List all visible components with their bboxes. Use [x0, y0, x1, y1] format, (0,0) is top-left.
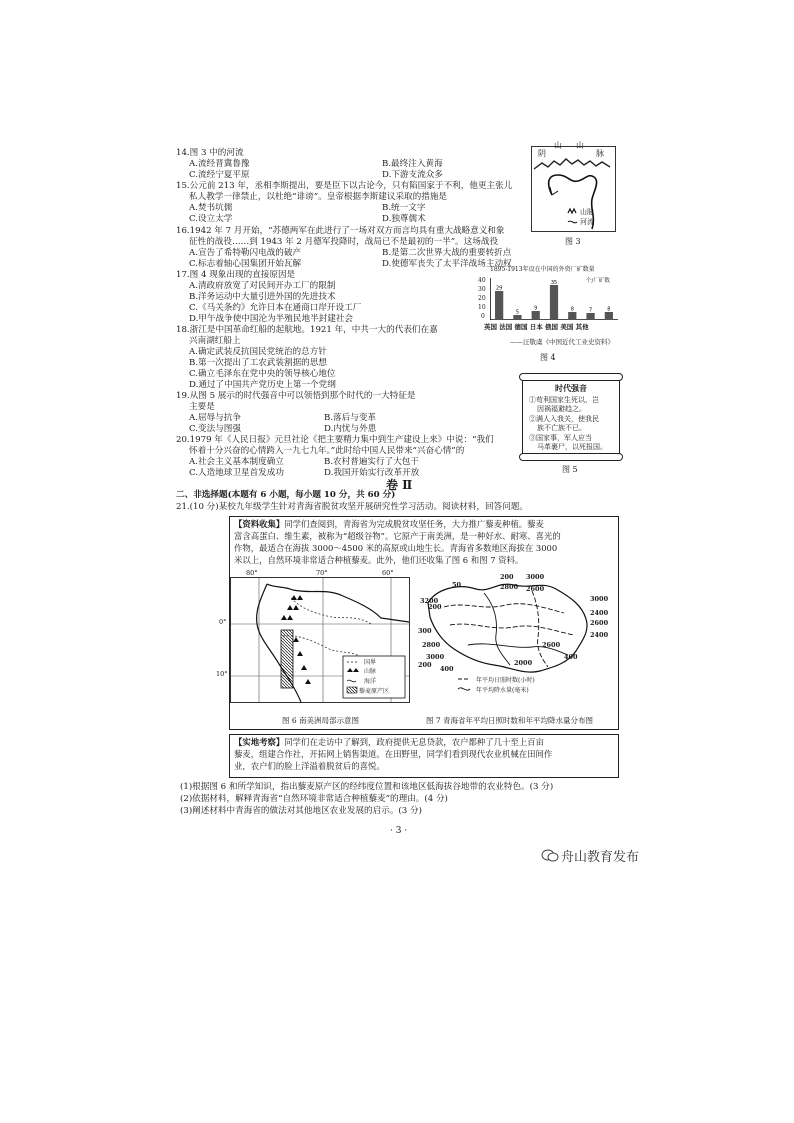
isoline-label-7: 200 — [428, 603, 442, 611]
material-line-2: 富含高蛋白、维生素，被称为“超级谷物”。它原产于南美洲，是一种好水、耐寒、喜光的 — [234, 531, 561, 541]
figure-5-caption: 图 5 — [562, 465, 578, 474]
figure-4-chart — [468, 264, 626, 354]
q17-option-d[interactable]: D.甲午战争使中国沦为半殖民地半封建社会 — [189, 314, 354, 324]
q19-option-d[interactable]: D.内忧与外患 — [324, 424, 377, 434]
scroll-top-roller — [519, 373, 623, 381]
isoline-label-10: 2400 — [590, 609, 609, 617]
legend-rain-label: 年平均降水量(毫米) — [476, 687, 529, 694]
q17-stem: 17.图 4 现象出现的直接原因是 — [176, 270, 296, 280]
q15-option-a[interactable]: A.焚书坑儒 — [189, 203, 233, 213]
figure-5-scroll — [522, 376, 620, 458]
quinoa-origin-area — [281, 630, 293, 688]
q19-option-a[interactable]: A.屈辱与抗争 — [189, 413, 241, 423]
figure-6-caption: 图 6 南美洲局部示意图 — [282, 716, 360, 725]
q20-option-c[interactable]: C.人造地球卫星首发成功 — [189, 468, 284, 478]
q19-option-c[interactable]: C.变法与图强 — [189, 424, 241, 434]
isoline-label-19: 400 — [564, 653, 578, 661]
q20-stem-line2: 怀着十分兴奋的心情跨入一九七九年。”此时给中国人民带来“兴奋心情”的 — [189, 446, 465, 456]
q15-option-c[interactable]: C.设立太学 — [189, 214, 233, 224]
figure-7-qinghai-map — [414, 575, 614, 703]
legend-mountain-label: 山脉 — [580, 208, 594, 216]
mountain-label-3: 山 — [576, 141, 584, 150]
q14-option-b[interactable]: B.最终注入黄海 — [382, 159, 443, 169]
scroll-bottom-roller — [519, 453, 623, 461]
bar-美国 — [586, 313, 594, 320]
q20-option-a[interactable]: A.社会主义基本制度确立 — [189, 457, 284, 467]
q16-stem-line2: 征性的战役……到 1943 年 2 月德军投降时，战局已不是最初的一半”。这场战役 — [189, 237, 499, 247]
scroll-line-2: 因祸福避趋之。 — [537, 405, 586, 413]
chart-title: 1895-1913年设在中国的外资厂矿数量 — [490, 266, 595, 273]
lat-10-label: 10° — [216, 670, 228, 678]
isoline-label-3: 2800 — [500, 583, 519, 591]
q16-stem-line1: 16.1942 年 7 月开始，“苏德两军在此进行了一场对双方而言均具有重大战略意义和象 — [176, 226, 505, 236]
lon-60-label: 60° — [382, 569, 394, 577]
isoline-label-17: 2600 — [542, 641, 561, 649]
mountain-label-1: 阴 — [538, 149, 546, 158]
q15-stem-line1: 15.公元前 213 年，丞相李斯提出，要是臣下以古论今，只有陷国家于不利，他更主张儿 — [176, 181, 513, 191]
q17-option-b[interactable]: B.洋务运动中大量引进外国的先进技术 — [189, 292, 336, 302]
bar-value-label: 9 — [534, 305, 538, 312]
q15-option-b[interactable]: B.统一文字 — [382, 203, 426, 213]
field-text-2a: 同学们在走访中了解到，政府提供无息贷款，农户都种了几十至上百亩 — [284, 737, 544, 747]
q21-material-box — [216, 516, 619, 730]
legend-origin-label: 藜麦原产区 — [359, 688, 390, 695]
figure-3-caption: 图 3 — [565, 237, 581, 246]
legend-origin-symbol — [347, 687, 357, 693]
mountain-range-line — [534, 159, 610, 169]
q15-stem-line2: 私人教学一律禁止，以杜绝“诽谤”。皇帝根据李斯建议采取的措施是 — [189, 192, 448, 202]
q18-stem-line1: 18.浙江是中国革命红船的起航地。1921 年，中共一大的代表们在嘉 — [176, 325, 438, 335]
q14-option-a[interactable]: A.流经晋冀鲁豫 — [189, 159, 250, 169]
isoline-label-18: 2000 — [514, 659, 533, 667]
field-line-1 — [234, 737, 544, 749]
q14-option-c[interactable]: C.流经宁夏平原 — [189, 170, 250, 180]
tag-field-investigation: 【实地考察】 — [234, 737, 285, 747]
isoline-label-1: 50 — [452, 581, 462, 589]
isoline-label-8: 3000 — [590, 595, 609, 603]
chart-categories: 英国 法国 德国 日本 俄国 美国 其他 — [484, 323, 589, 331]
isoline-rain-2 — [484, 593, 510, 665]
isoline-label-2: 200 — [500, 573, 514, 581]
q16-option-c[interactable]: C.标志着轴心国集团开始瓦解 — [189, 259, 302, 269]
bar-value-label: 7 — [588, 307, 593, 314]
bar-英国 — [495, 291, 503, 320]
bar-chart-plot — [490, 278, 618, 320]
scroll-line-6: 马革裹尸，以死报国。 — [537, 443, 607, 451]
scroll-line-5: ③国家事，军人应当 — [529, 434, 592, 442]
q18-option-d[interactable]: D.通过了中国共产党历史上第一个党纲 — [189, 380, 336, 390]
q21-sub-3: (3)阐述材料中青海省的做法对其他地区农业发展的启示。(3 分) — [180, 806, 422, 816]
river-map-drawing — [532, 147, 615, 231]
lon-70-label: 70° — [316, 569, 328, 577]
q21-sub-2: (2)依据材料，解释青海省“自然环境非常适合种植藜麦”的理由。(4 分) — [180, 794, 448, 804]
section-intro: 二、非选择题(本题有 6 小题，每小题 10 分，共 60 分) — [176, 490, 396, 500]
south-america-drawing — [231, 578, 409, 702]
legend-sea-label: 海洋 — [364, 678, 377, 685]
bar-value-label: 29 — [495, 285, 503, 292]
tag-data-collection: 【资料收集】 — [234, 519, 285, 529]
bar-value-label: 8 — [570, 306, 574, 313]
q21-stem: 21.(10 分)某校九年级学生针对青海省脱贫攻坚开展研究性学习活动。阅读材料，回答问题。 — [176, 502, 529, 512]
legend-sunshine-label: 年平均日照时数(小时) — [476, 677, 535, 684]
q19-option-b[interactable]: B.落后与变革 — [324, 413, 377, 423]
q19-stem-line1: 19.从图 5 展示的时代强音中可以领悟到那个时代的一大特征是 — [176, 391, 416, 401]
q17-option-a[interactable]: A.清政府放宽了对民间开办工厂的限制 — [189, 281, 336, 291]
legend-river-label: 河流 — [580, 218, 594, 226]
lat-0-label: 0° — [219, 618, 227, 626]
q18-option-b[interactable]: B.第一次提出了工农武装割据的思想 — [189, 358, 327, 368]
q15-option-d[interactable]: D.独尊儒术 — [382, 214, 426, 224]
ytick-10: 10 — [478, 304, 486, 311]
q20-option-d[interactable]: D.我国开始实行改革开放 — [324, 468, 420, 478]
ytick-20: 20 — [478, 295, 486, 302]
chart-source: ——汪敬虞《中国近代工业史资料》 — [510, 338, 614, 346]
q21-sub-1: (1)根据图 6 和所学知识，指出藜麦原产区的经纬度位置和该地区低海拔谷地带的农业特色。(3 分) — [180, 782, 554, 792]
isoline-sunshine-3 — [532, 591, 548, 667]
isoline-label-12: 2400 — [590, 631, 609, 639]
figure-3-river-map — [531, 141, 616, 232]
scroll-line-1: ①苟利国家生死以，岂 — [529, 396, 599, 404]
legend-mountain-label: 山脉 — [364, 668, 377, 675]
isoline-label-4: 3000 — [526, 573, 545, 581]
isoline-label-13: 2800 — [422, 641, 441, 649]
isoline-label-5: 3200 — [420, 597, 439, 605]
ytick-40: 40 — [478, 277, 486, 284]
west-coast — [257, 584, 301, 702]
page-number: · 3 · — [390, 826, 408, 836]
q17-option-c[interactable]: C.《马关条约》允许日本在通商口岸开设工厂 — [189, 303, 362, 313]
border-line-1 — [291, 598, 371, 624]
section-heading: 卷 Ⅱ — [386, 478, 413, 492]
wechat-icon — [541, 848, 559, 862]
q18-option-c[interactable]: C.确立毛泽东在党中央的领导核心地位 — [189, 369, 336, 379]
bar-日本 — [550, 285, 558, 320]
chart-unit: 个/厂矿数 — [586, 278, 610, 284]
isoline-label-14: 3000 — [426, 653, 445, 661]
bar-value-label: 5 — [515, 309, 520, 316]
q20-stem-line1: 20.1979 年《人民日报》元旦社论《把主要精力集中到生产建设上来》中说：“我们 — [176, 435, 494, 445]
material-text-1a: 同学们查阅到，青海省为完成脱贫攻坚任务，大力推广藜麦种植。藜麦 — [284, 519, 544, 529]
q16-option-a[interactable]: A.宣告了希特勒闪电战的破产 — [189, 248, 302, 258]
scroll-line-3: ②满人入我关，使我民 — [529, 415, 599, 423]
isoline-sunshine-2 — [450, 624, 574, 635]
river-arrow — [550, 187, 558, 195]
scroll-line-4: 族不亡族不已。 — [537, 424, 586, 432]
bar-俄国 — [568, 312, 576, 320]
ytick-0: 0 — [481, 313, 485, 320]
bar-value-label: 35 — [550, 280, 558, 286]
legend-rain-symbol — [458, 688, 470, 690]
watermark-text: 舟山教育发布 — [561, 850, 640, 865]
isoline-label-9: 300 — [418, 627, 432, 635]
ytick-30: 30 — [478, 286, 486, 293]
q14-option-d[interactable]: D.下游支流众多 — [382, 170, 443, 180]
material-line-4: 米以上，自然环境非常适合种植藜麦。此外，他们还收集了图 6 和图 7 资料。 — [234, 555, 524, 565]
field-line-2: 藜麦，组建合作社，开拓网上销售渠道。在田野里，同学们看到现代农业机械在田间作 — [234, 749, 553, 759]
isoline-label-6: 2600 — [526, 585, 545, 593]
q18-stem-line2: 兴南湖红船上 — [189, 336, 241, 346]
isoline-label-16: 400 — [440, 665, 454, 673]
north-coast — [267, 584, 409, 622]
material-line-3: 作物，最适合在海拔 3000～4500 米的高原或山地生长。青海省多数地区海拔在 3000 — [234, 543, 558, 553]
q16-option-b[interactable]: B.是第二次世界大战的重要转折点 — [382, 248, 512, 258]
field-line-3: 业，农户们的脸上洋溢着脱贫后的喜悦。 — [234, 761, 385, 771]
isoline-label-11: 2600 — [590, 619, 609, 627]
q16-option-d[interactable]: D.使德军丧失了太平洋战场主动权 — [382, 259, 512, 269]
legend-border-label: 国界 — [364, 659, 377, 666]
mountain-label-2: 山 — [554, 141, 562, 150]
q21-field-box — [229, 734, 619, 778]
isoline-label-15: 200 — [418, 661, 432, 669]
bar-德国 — [532, 311, 540, 320]
figure-6-south-america-map — [230, 577, 410, 703]
legend-river-symbol — [568, 221, 577, 223]
bar-法国 — [513, 315, 521, 320]
bar-value-label: 8 — [607, 306, 611, 313]
q19-stem-line2: 主要是 — [189, 402, 215, 412]
q14-stem: 14.图 3 中的河流 — [176, 148, 244, 158]
legend-mountain-symbol — [568, 209, 576, 213]
lon-80-label: 80° — [246, 569, 258, 577]
bar-其他 — [605, 312, 613, 320]
scroll-title: 时代强音 — [555, 383, 587, 393]
figure-4-caption: 图 4 — [540, 353, 556, 362]
isoline-sunshine-1 — [444, 604, 564, 613]
figure-7-caption: 图 7 青海省年平均日照时数和年平均降水量分布图 — [426, 716, 594, 725]
material-line-1 — [234, 519, 544, 531]
q20-option-b[interactable]: B.农村普遍实行了大包干 — [324, 457, 419, 467]
q18-option-a[interactable]: A.确定武装反抗国民党统治的总方针 — [189, 347, 327, 357]
mountain-label-4: 脉 — [596, 149, 604, 158]
